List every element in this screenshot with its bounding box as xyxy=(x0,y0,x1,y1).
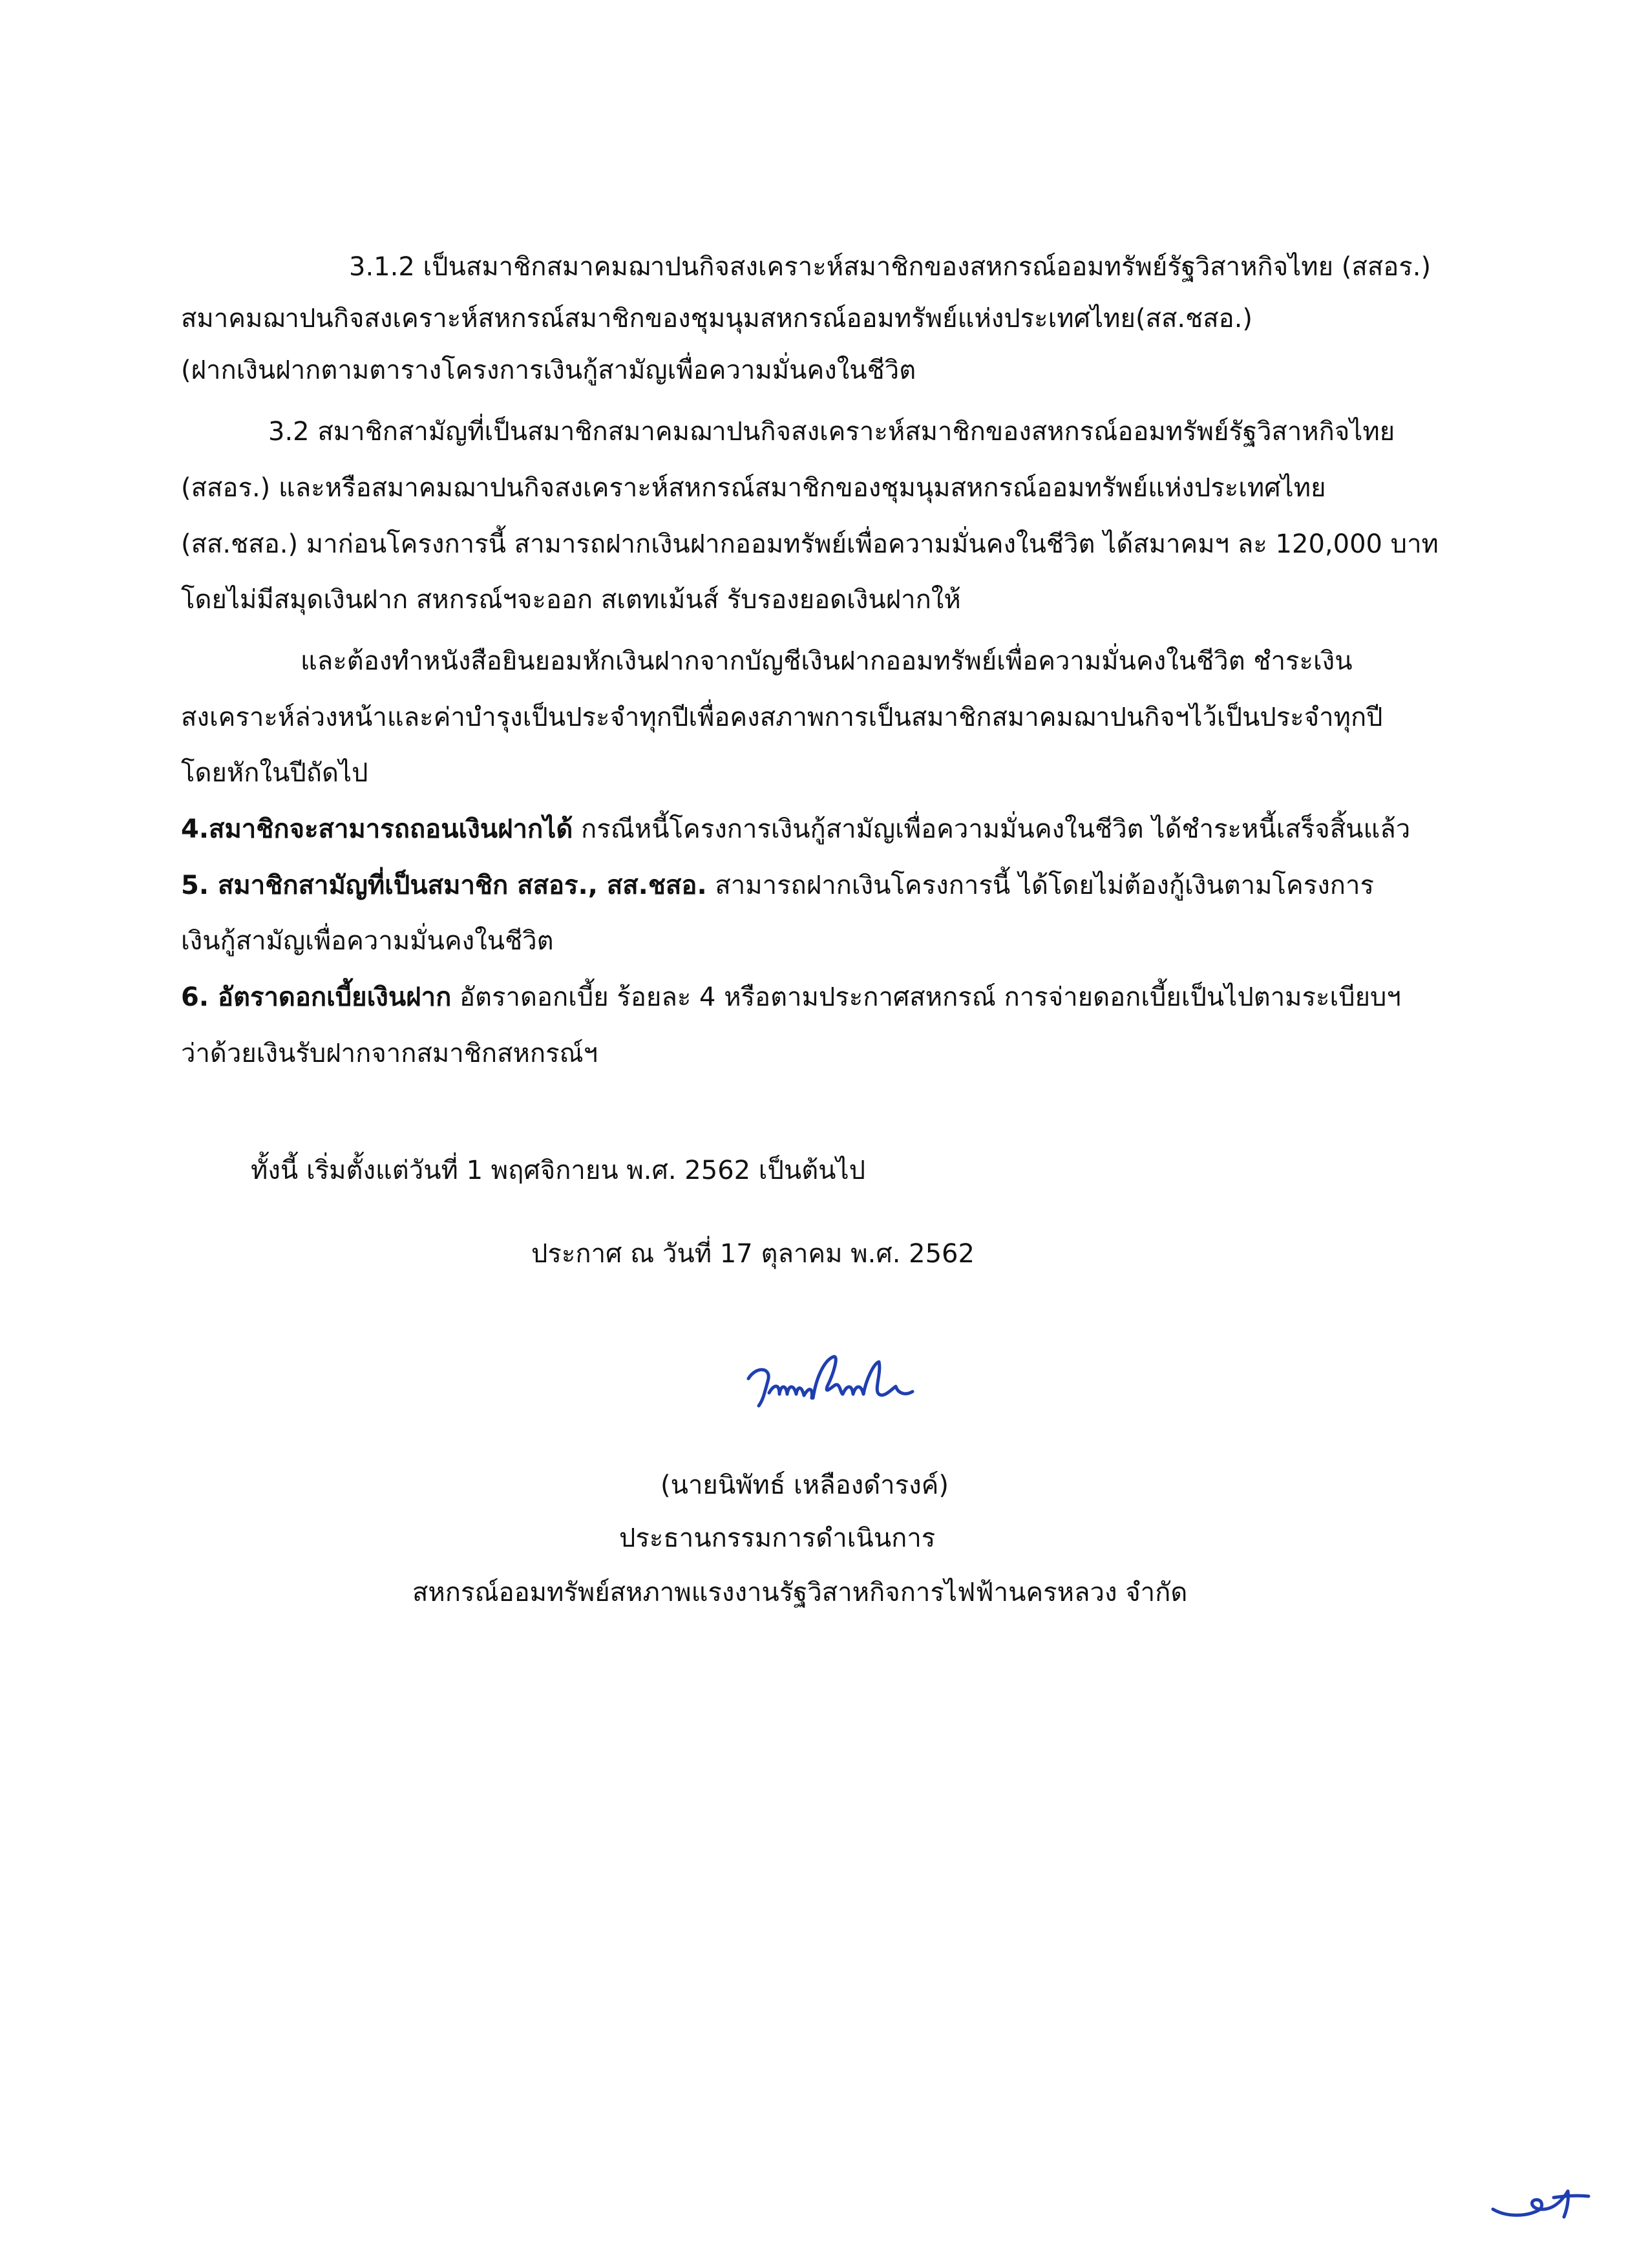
item-6 xyxy=(181,979,1474,1015)
consent-line-1: และต้องทำหนังสือยินยอมหักเงินฝากจากบัญชีเงินฝากออมทรัพย์เพื่อความมั่นคงในชีวิต ชำระเงิน xyxy=(301,646,1353,676)
clause-3-2-line-1: 3.2 สมาชิกสามัญที่เป็นสมาชิกสมาคมฌาปนกิจสงเคราะห์สมาชิกของสหกรณ์ออมทรัพย์รัฐวิสาหกิจไทย xyxy=(268,417,1395,447)
handwritten-signature-icon xyxy=(737,1348,931,1425)
effective-date: ทั้งนี้ เริ่มตั้งแต่วันที่ 1 พฤศจิกายน พ.ศ. 2562 เป็นต้นไป xyxy=(251,1156,866,1185)
consent-line-2: สงเคราะห์ล่วงหน้าและค่าบำรุงเป็นประจำทุกปีเพื่อคงสภาพการเป็นสมาชิกสมาคมฌาปนกิจฯไว้เป็นประจำทุกปี xyxy=(181,703,1383,732)
item-6-text: อัตราดอกเบี้ย ร้อยละ 4 หรือตามประกาศสหกรณ์ การจ่ายดอกเบี้ยเป็นไปตามระเบียบฯ xyxy=(451,982,1401,1012)
clause-3-2-line-4: โดยไม่มีสมุดเงินฝาก สหกรณ์ฯจะออก สเตทเม้นส์ รับรองยอดเงินฝากให้ xyxy=(181,585,961,615)
item-5 xyxy=(181,867,1474,904)
announced-date: ประกาศ ณ วันที่ 17 ตุลาคม พ.ศ. 2562 xyxy=(531,1239,975,1269)
item-4-text: กรณีหนี้โครงการเงินกู้สามัญเพื่อความมั่นคงในชีวิต ได้ชำระหนี้เสร็จสิ้นแล้ว xyxy=(573,814,1411,844)
item-4 xyxy=(181,811,1474,847)
clause-3-2-line-2: (สสอร.) และหรือสมาคมฌาปนกิจสงเคราะห์สหกรณ์สมาชิกของชุมนุมสหกรณ์ออมทรัพย์แห่งประเทศไทย xyxy=(181,473,1326,503)
handwritten-initials-icon xyxy=(1486,2172,1596,2230)
item-6-heading: 6. อัตราดอกเบี้ยเงินฝาก xyxy=(181,982,452,1012)
clause-3-1-2-line-3: (ฝากเงินฝากตามตารางโครงการเงินกู้สามัญเพื่อความมั่นคงในชีวิต xyxy=(181,355,916,385)
item-5-heading: 5. สมาชิกสามัญที่เป็นสมาชิก สสอร., สส.ชสอ. xyxy=(181,871,707,900)
consent-line-3: โดยหักในปีถัดไป xyxy=(181,758,368,788)
item-5-line-2: เงินกู้สามัญเพื่อความมั่นคงในชีวิต xyxy=(181,926,554,956)
clause-3-1-2-line-1: 3.1.2 เป็นสมาชิกสมาคมฌาปนกิจสงเคราะห์สมาชิกของสหกรณ์ออมทรัพย์รัฐวิสาหกิจไทย (สสอร.) xyxy=(349,252,1431,282)
clause-3-2-line-3: (สส.ชสอ.) มาก่อนโครงการนี้ สามารถฝากเงินฝากออมทรัพย์เพื่อความมั่นคงในชีวิต ได้สมาคมฯ ละ 120,000 บาท xyxy=(181,529,1439,559)
clause-3-1-2-line-2: สมาคมฌาปนกิจสงเคราะห์สหกรณ์สมาชิกของชุมนุมสหกรณ์ออมทรัพย์แห่งประเทศไทย(สส.ชสอ.) xyxy=(181,304,1253,334)
signatory-position: ประธานกรรมการดำเนินการ xyxy=(619,1523,936,1553)
item-6-line-2: ว่าด้วยเงินรับฝากจากสมาชิกสหกรณ์ฯ xyxy=(181,1039,598,1068)
item-5-text: สามารถฝากเงินโครงการนี้ ได้โดยไม่ต้องกู้เงินตามโครงการ xyxy=(706,871,1374,900)
item-4-heading: 4.สมาชิกจะสามารถถอนเงินฝากได้ xyxy=(181,814,573,844)
signatory-organization: สหกรณ์ออมทรัพย์สหภาพแรงงานรัฐวิสาหกิจการไฟฟ้านครหลวง จำกัด xyxy=(412,1578,1188,1607)
signatory-name: (นายนิพัทธ์ เหลืองดำรงค์) xyxy=(660,1470,949,1500)
